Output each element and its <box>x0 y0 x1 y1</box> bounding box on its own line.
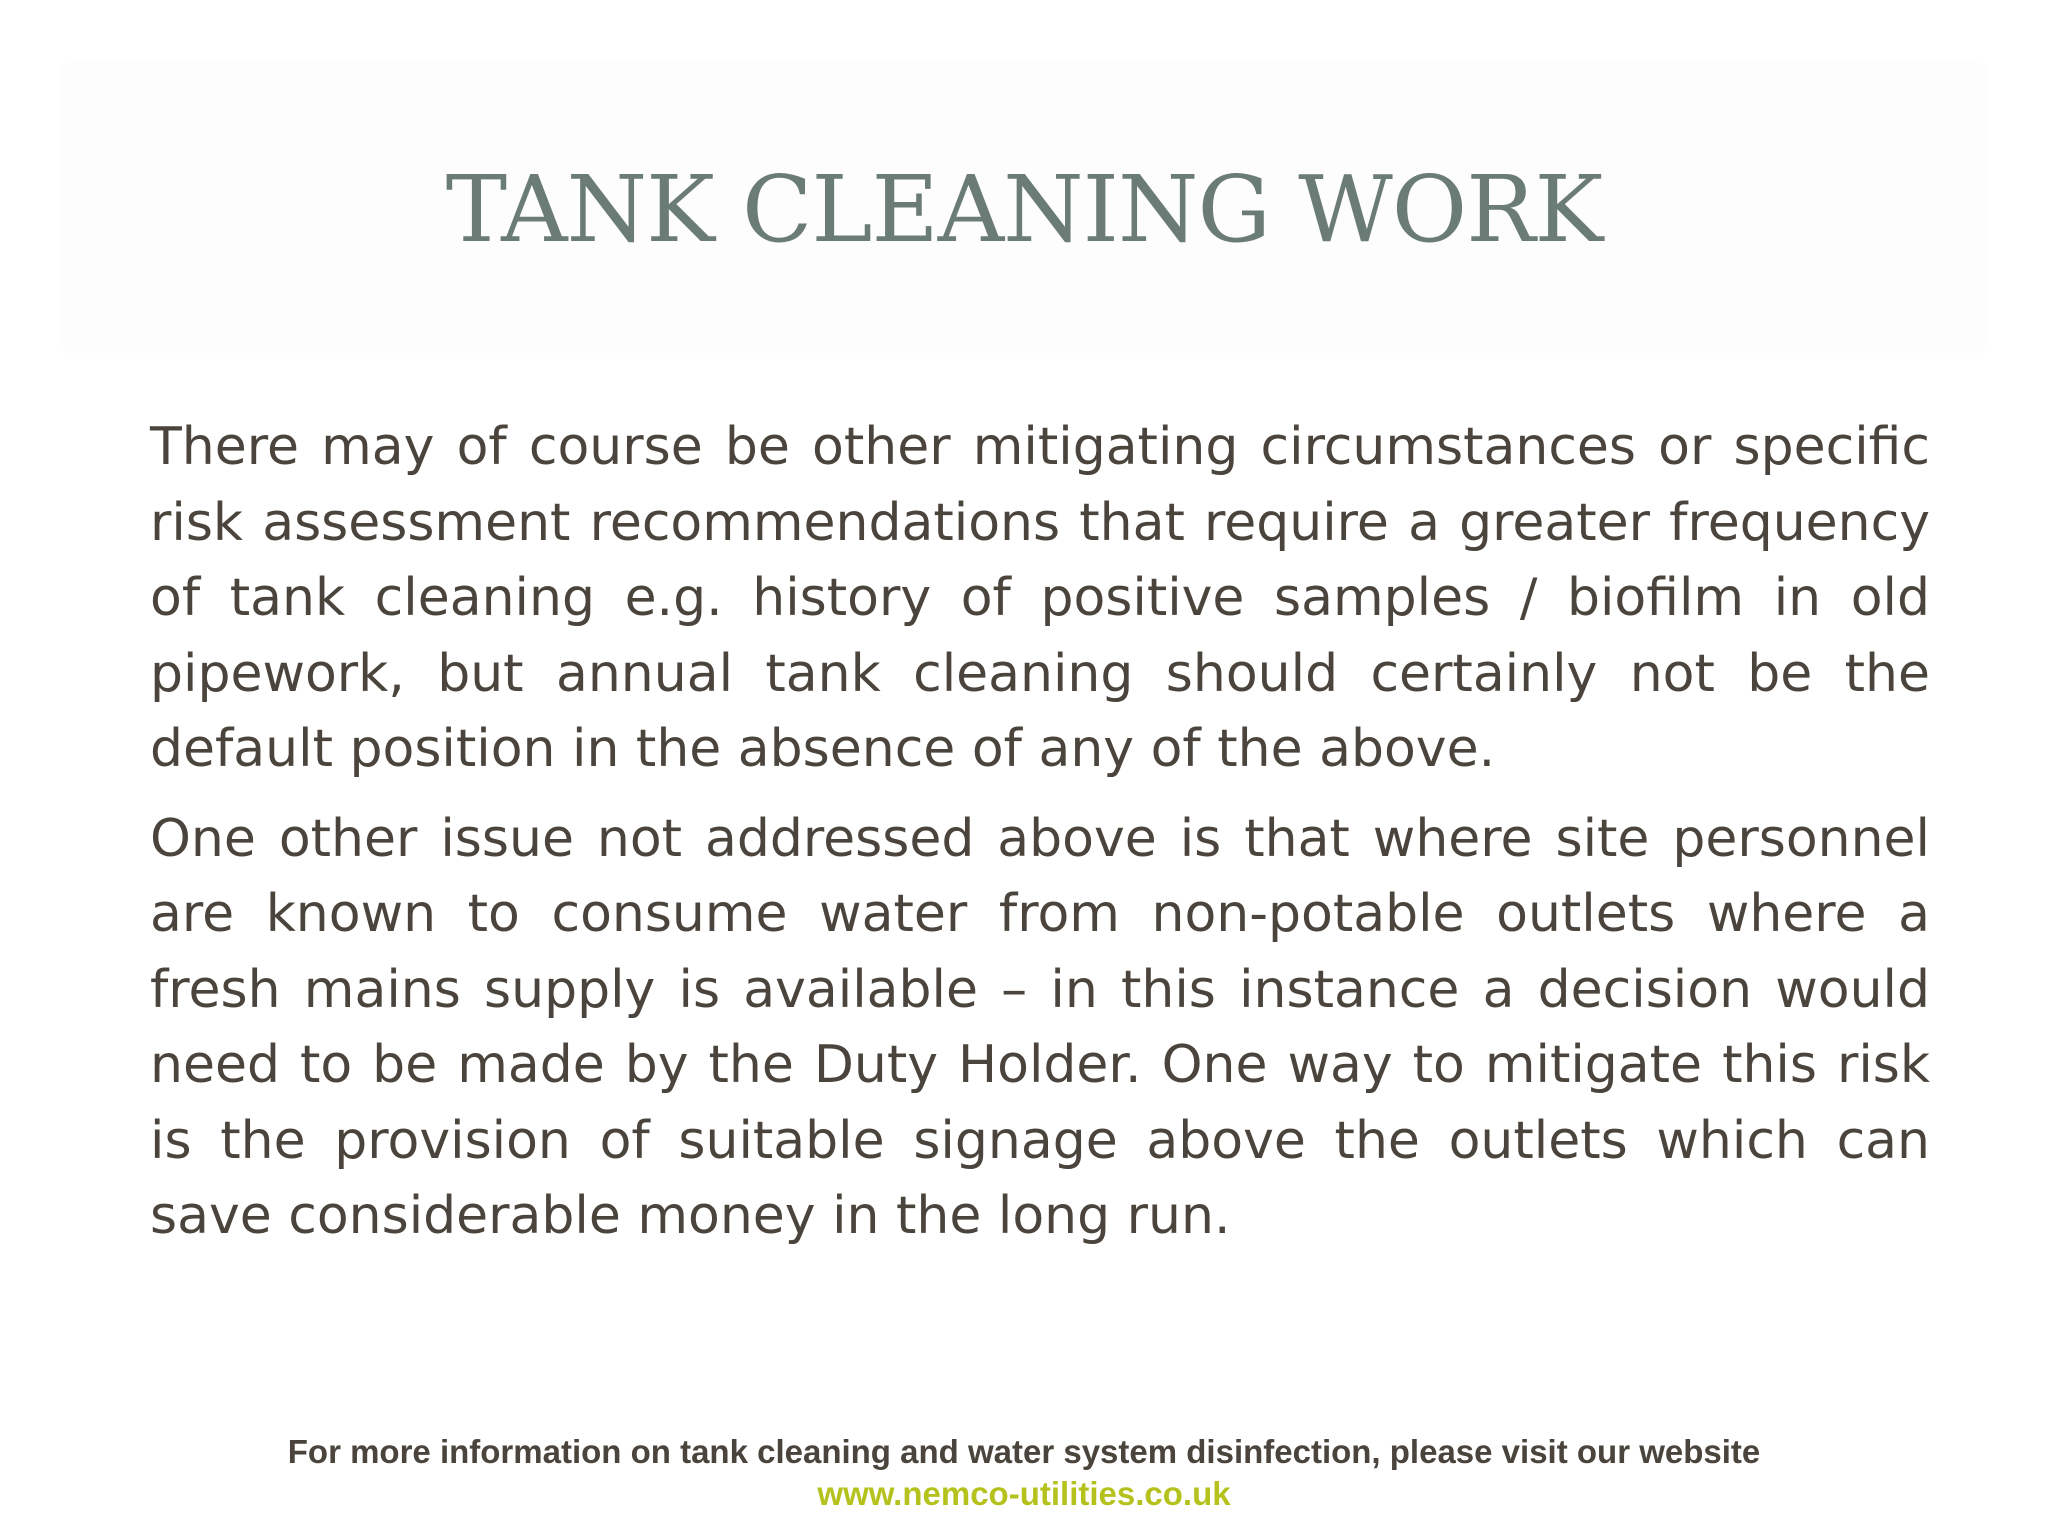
body-text <box>150 410 1930 1269</box>
footer-info-text: For more information on tank cleaning and water system disinfection, please visit our website <box>287 1433 1761 1470</box>
paragraph-1: There may of course be other mitigating circumstances or specific risk assessment recommendations that require a greater frequency of tank cleaning e.g. history of positive samples / biofilm in old pipework, but annual tank cleaning should certainly not be the default position in the absence of any of the above. <box>150 417 1930 779</box>
slide-title: TANK CLEANING WORK <box>445 156 1603 263</box>
website-link[interactable]: www.nemco-utilities.co.uk <box>817 1475 1231 1512</box>
paragraph-2: One other issue not addressed above is that where site personnel are known to consume water from non-potable outlets where a fresh mains supply is available – in this instance a decision would need to be made by the Duty Holder. One way to mitigate this risk is the provision of suitable signage above the outlets which can save considerable money in the long run. <box>150 808 1930 1246</box>
